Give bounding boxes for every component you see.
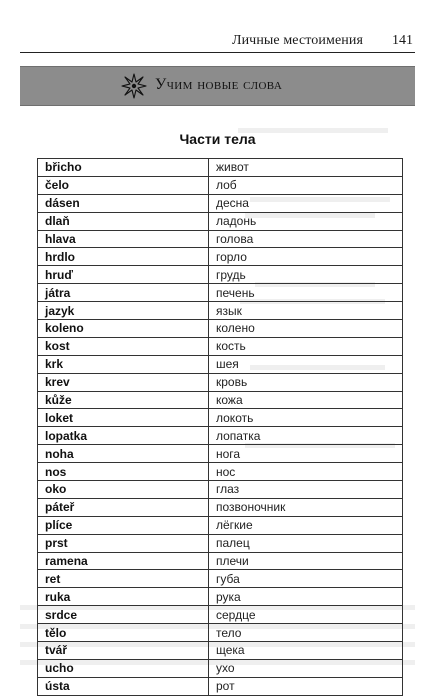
czech-word-cell: prst	[38, 534, 209, 552]
russian-translation-cell: печень	[209, 284, 403, 302]
table-row	[38, 481, 403, 499]
russian-translation-cell: грудь	[209, 266, 403, 284]
russian-translation-cell: рука	[209, 588, 403, 606]
russian-translation-cell: шея	[209, 355, 403, 373]
russian-translation-cell: палец	[209, 534, 403, 552]
czech-word-cell: srdce	[38, 606, 209, 624]
czech-word-cell: loket	[38, 409, 209, 427]
russian-translation-cell: щека	[209, 642, 403, 660]
table-row	[38, 552, 403, 570]
russian-translation-cell: ладонь	[209, 212, 403, 230]
table-row	[38, 427, 403, 445]
czech-word-cell: oko	[38, 481, 209, 499]
russian-translation-cell: живот	[209, 159, 403, 177]
czech-word-cell: ucho	[38, 659, 209, 677]
table-row	[38, 159, 403, 177]
czech-word-cell: čelo	[38, 176, 209, 194]
russian-translation-cell: кровь	[209, 373, 403, 391]
table-row	[38, 266, 403, 284]
russian-translation-cell: сердце	[209, 606, 403, 624]
page-number: 141	[392, 33, 413, 48]
czech-word-cell: nos	[38, 463, 209, 481]
table-row	[38, 176, 403, 194]
table-row	[38, 373, 403, 391]
russian-translation-cell: ухо	[209, 659, 403, 677]
czech-word-cell: plíce	[38, 516, 209, 534]
russian-translation-cell: колено	[209, 320, 403, 338]
table-row	[38, 212, 403, 230]
czech-word-cell: játra	[38, 284, 209, 302]
banner-title: Учим новые слова	[155, 76, 283, 93]
russian-translation-cell: голова	[209, 230, 403, 248]
czech-word-cell: hruď	[38, 266, 209, 284]
czech-word-cell: krk	[38, 355, 209, 373]
star-burst-icon	[121, 73, 147, 99]
russian-translation-cell: кость	[209, 337, 403, 355]
russian-translation-cell: губа	[209, 570, 403, 588]
table-row	[38, 320, 403, 338]
czech-word-cell: břicho	[38, 159, 209, 177]
russian-translation-cell: язык	[209, 302, 403, 320]
table-row	[38, 534, 403, 552]
table-row	[38, 284, 403, 302]
russian-translation-cell: рот	[209, 677, 403, 695]
czech-word-cell: jazyk	[38, 302, 209, 320]
russian-translation-cell: плечи	[209, 552, 403, 570]
czech-word-cell: lopatka	[38, 427, 209, 445]
russian-translation-cell: лопатка	[209, 427, 403, 445]
russian-translation-cell: нос	[209, 463, 403, 481]
table-row	[38, 606, 403, 624]
table-row	[38, 570, 403, 588]
czech-word-cell: ruka	[38, 588, 209, 606]
table-row	[38, 248, 403, 266]
table-row	[38, 445, 403, 463]
czech-word-cell: koleno	[38, 320, 209, 338]
table-row	[38, 230, 403, 248]
russian-translation-cell: нога	[209, 445, 403, 463]
table-row	[38, 624, 403, 642]
table-row	[38, 337, 403, 355]
russian-translation-cell: глаз	[209, 481, 403, 499]
russian-translation-cell: кожа	[209, 391, 403, 409]
czech-word-cell: hlava	[38, 230, 209, 248]
russian-translation-cell: лоб	[209, 176, 403, 194]
russian-translation-cell: лёгкие	[209, 516, 403, 534]
table-row	[38, 642, 403, 660]
czech-word-cell: ramena	[38, 552, 209, 570]
russian-translation-cell: тело	[209, 624, 403, 642]
russian-translation-cell: горло	[209, 248, 403, 266]
header-rule	[20, 52, 415, 53]
table-row	[38, 498, 403, 516]
section-banner	[20, 66, 415, 106]
vocabulary-table	[37, 158, 403, 696]
czech-word-cell: ret	[38, 570, 209, 588]
czech-word-cell: ústa	[38, 677, 209, 695]
czech-word-cell: dásen	[38, 194, 209, 212]
czech-word-cell: kost	[38, 337, 209, 355]
table-row	[38, 409, 403, 427]
table-row	[38, 302, 403, 320]
russian-translation-cell: позвоночник	[209, 498, 403, 516]
russian-translation-cell: десна	[209, 194, 403, 212]
section-title: Части тела	[179, 131, 256, 147]
czech-word-cell: páteř	[38, 498, 209, 516]
czech-word-cell: kůže	[38, 391, 209, 409]
table-row	[38, 516, 403, 534]
czech-word-cell: tvář	[38, 642, 209, 660]
running-head	[20, 30, 415, 54]
czech-word-cell: dlaň	[38, 212, 209, 230]
table-row	[38, 355, 403, 373]
table-row	[38, 659, 403, 677]
russian-translation-cell: локоть	[209, 409, 403, 427]
czech-word-cell: noha	[38, 445, 209, 463]
czech-word-cell: tělo	[38, 624, 209, 642]
czech-word-cell: krev	[38, 373, 209, 391]
vocabulary-table-body	[38, 159, 403, 696]
czech-word-cell: hrdlo	[38, 248, 209, 266]
table-row	[38, 677, 403, 695]
table-row	[38, 391, 403, 409]
table-row	[38, 194, 403, 212]
table-row	[38, 588, 403, 606]
table-row	[38, 463, 403, 481]
running-title: Личные местоимения	[232, 33, 363, 48]
